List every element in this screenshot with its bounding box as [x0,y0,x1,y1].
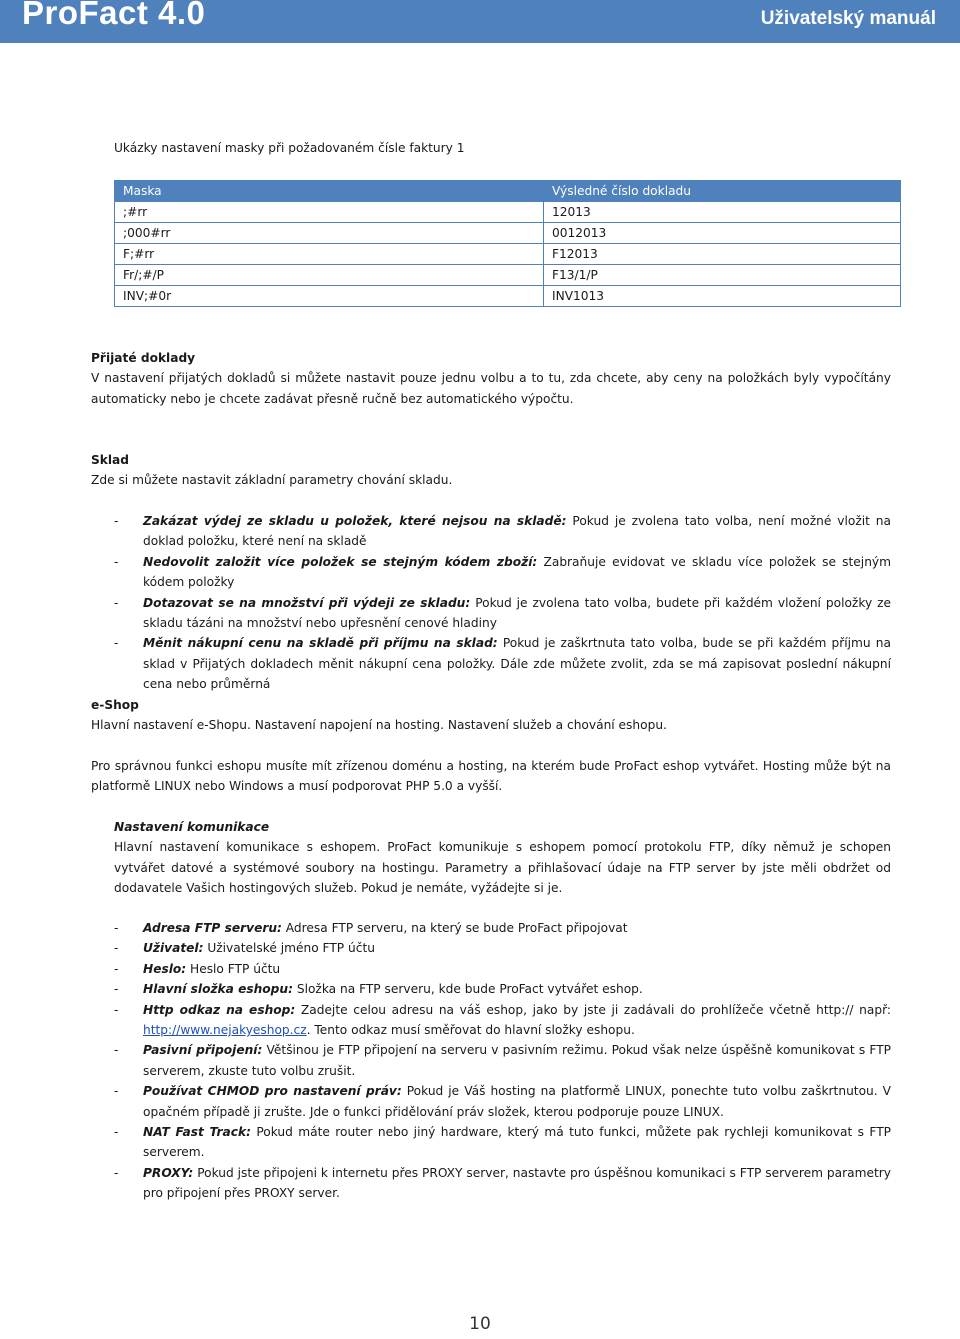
mask-table-header [115,181,901,202]
option-text: Složka na FTP serveru, kde bude ProFact vytvářet eshop. [292,982,643,997]
option-text: Pokud je zaškrtnuta tato volba, bude se při každém příjmu na sklad v Přijatých dokladech měnit nákupní cena položky. Dále zde můžete zvolit, zda se má zapisovat poslední nákupní cena nebo průměrná [143,636,891,692]
option-text: Zabraňuje evidovat ve skladu více položek se stejným kódem položky [143,554,892,590]
list-item: - Heslo: Heslo FTP účtu [114,961,281,976]
option-text: Heslo FTP účtu [186,961,281,976]
komunikace-title: Nastavení komunikace [114,820,270,834]
list-item: - Adresa FTP serveru: Adresa FTP serveru, na který se bude ProFact připojovat [114,921,628,935]
page-number: 10 [469,1314,491,1334]
komunikace-section [114,817,891,899]
eshop-title: e-Shop [91,698,139,712]
list-item: - Pasivní připojení: Většinou je FTP připojení na serveru v pasivním režimu. Pokud však nelze úspěšně komunikovat s FTP serverem, zkuste tuto volbu zrušit. [114,1043,891,1078]
option-label: Nedovolit založit více položek se stejným kódem zboží: [143,554,538,569]
mask-cell: ;#rr [115,202,544,223]
prijate-text: V nastavení přijatých dokladů si můžete nastavit pouze jednu volbu a to tu, zda chcete, aby ceny na položkách byly vypočítány automaticky nebo je chcete zadávat přesně ručně bez automatického výpočtu. [91,371,891,406]
option-text: Pokud jste připojeni k internetu přes PROXY server, nastavte pro úspěšnou komunikaci s FTP serverem parametry pro připojení přes PROXY server. [143,1165,891,1201]
list-item: - Používat CHMOD pro nastavení práv: Pokud je Váš hosting na platformě LINUX, ponechte tuto volbu zaškrtnutou. V opačném případě ji zrušte. Jde o funkci přidělování práv složek, kterou podporuje pouze LINUX. [114,1084,891,1119]
option-text: Adresa FTP serveru, na který se bude ProFact připojovat [281,921,628,935]
list-item: - Nedovolit založit více položek se stejným kódem zboží: Zabraňuje evidovat ve skladu více položek se stejným kódem položky [114,554,892,590]
option-label: Používat CHMOD pro nastavení práv: [143,1084,402,1099]
eshop-text-1: Hlavní nastavení e-Shopu. Nastavení napojení na hosting. Nastavení služeb a chování eshopu. [91,718,667,733]
option-text: Uživatelské jméno FTP účtu [203,941,375,956]
option-text: Pokud je zvolena tato volba, budete při každém vložení položky ze skladu tázáni na množství nebo upřesnění cenové hladiny [143,595,891,631]
option-label: NAT Fast Track: [143,1125,251,1140]
brand-title: ProFact 4.0 [22,0,206,31]
result-cell: 12013 [544,202,901,223]
option-label: Uživatel: [143,941,204,956]
list-item: - PROXY: Pokud jste připojeni k internetu přes PROXY server, nastavte pro úspěšnou komunikaci s FTP serverem parametry pro připojení přes PROXY server. [114,1165,891,1201]
table-row [115,286,901,307]
option-text-after: . Tento odkaz musí směřovat do hlavní složky eshopu. [306,1023,635,1038]
option-label: PROXY: [143,1165,194,1180]
list-item: - Měnit nákupní cenu na skladě při příjmu na sklad: Pokud je zaškrtnuta tato volba, bude se při každém příjmu na sklad v Přijatých dokladech měnit nákupní cena položky. Dále zde můžete zvolit, zda se má zapisovat poslední nákupní cena nebo průměrná [114,636,891,692]
list-item: - Http odkaz na eshop: Zadejte celou adresu na váš eshop, jako by jste ji zadávali do prohlížeče včetně http:// např: http://www.nejakyeshop.cz. Tento odkaz musí směřovat do hlavní složky eshopu. [114,1002,891,1038]
option-label: Dotazovat se na množství při výdeji ze skladu: [143,595,471,610]
list-item: - Hlavní složka eshopu: Složka na FTP serveru, kde bude ProFact vytvářet eshop. [114,982,643,997]
mask-cell: INV;#0r [115,286,544,307]
eshop-text-2: Pro správnou funkci eshopu musíte mít zřízenou doménu a hosting, na kterém bude ProFact eshop vytvářet. Hosting může být na platformě LINUX nebo Windows a musí podporovat PHP 5.0 a vyšší. [91,758,891,794]
option-label: Adresa FTP serveru: [143,921,282,935]
option-label: Heslo: [143,961,187,976]
sklad-section [91,450,891,491]
list-item: - Dotazovat se na množství při výdeji ze skladu: Pokud je zvolena tato volba, budete při každém vložení položky ze skladu tázáni na množství nebo upřesnění cenové hladiny [114,595,891,631]
list-item: - NAT Fast Track: Pokud máte router nebo jiný hardware, který má tuto funkci, můžete pak rychleji komunikovat s FTP serverem. [114,1125,891,1160]
komunikace-options-list [114,918,891,1204]
list-item: - Zakázat výdej ze skladu u položek, které nejsou na skladě: Pokud je zvolena tato volba, není možné vložit na doklad položku, které není na skladě [114,514,891,549]
mask-cell: F;#rr [115,244,544,265]
table-row [115,223,901,244]
sklad-text: Zde si můžete nastavit základní parametry chování skladu. [91,473,453,488]
result-col-header: Výsledné číslo dokladu [544,181,901,202]
option-label: Http odkaz na eshop: [143,1002,296,1017]
list-item: - Uživatel: Uživatelské jméno FTP účtu [114,941,375,956]
result-cell: INV1013 [544,286,901,307]
option-text: Zadejte celou adresu na váš eshop, jako by jste ji zadávali do prohlížeče včetně http:// např: [295,1002,891,1017]
sklad-title: Sklad [91,453,130,467]
komunikace-text: Hlavní nastavení komunikace s eshopem. ProFact komunikuje s eshopem pomocí protokolu FTP, díky němuž je schopen vytvářet datové a systémové soubory na hostingu. Parametry a přihlašovací údaje na FTP server by jste měli obdržet od dodavatele Vašich hostingových služeb. Pokud je nemáte, vyžádejte si je. [114,840,891,896]
sklad-options-list [114,511,891,695]
option-label: Pasivní připojení: [143,1043,263,1058]
result-cell: F13/1/P [544,265,901,286]
mask-table [114,180,901,307]
table-row [115,202,901,223]
option-text: Pokud máte router nebo jiný hardware, který má tuto funkci, můžete pak rychleji komunikovat s FTP serverem. [143,1125,891,1160]
manual-title: Uživatelský manuál [760,8,936,29]
eshop-section [91,695,891,797]
option-label: Hlavní složka eshopu: [143,982,293,997]
mask-cell: Fr/;#/P [115,265,544,286]
option-text: Pokud je Váš hosting na platformě LINUX, ponechte tuto volbu zaškrtnutou. V opačném případě ji zrušte. Jde o funkci přidělování práv složek, kterou podporuje pouze LINUX. [143,1084,891,1119]
option-label: Zakázat výdej ze skladu u položek, které nejsou na skladě: [143,514,567,528]
result-cell: 0012013 [544,223,901,244]
eshop-example-link[interactable]: http://www.nejakyeshop.cz [143,1023,307,1038]
mask-intro: Ukázky nastavení masky při požadovaném čísle faktury 1 [114,141,465,155]
page-header [0,0,960,43]
option-label: Měnit nákupní cenu na skladě při příjmu na sklad: [143,636,498,651]
result-cell: F12013 [544,244,901,265]
mask-cell: ;000#rr [115,223,544,244]
option-text: Pokud je zvolena tato volba, není možné vložit na doklad položku, které není na skladě [143,514,891,549]
mask-col-header: Maska [115,181,544,202]
option-text: Většinou je FTP připojení na serveru v pasivním režimu. Pokud však nelze úspěšně komunikovat s FTP serverem, zkuste tuto volbu zrušit. [143,1043,891,1078]
table-row [115,265,901,286]
table-row [115,244,901,265]
prijate-section [91,348,891,409]
prijate-title: Přijaté doklady [91,351,196,365]
